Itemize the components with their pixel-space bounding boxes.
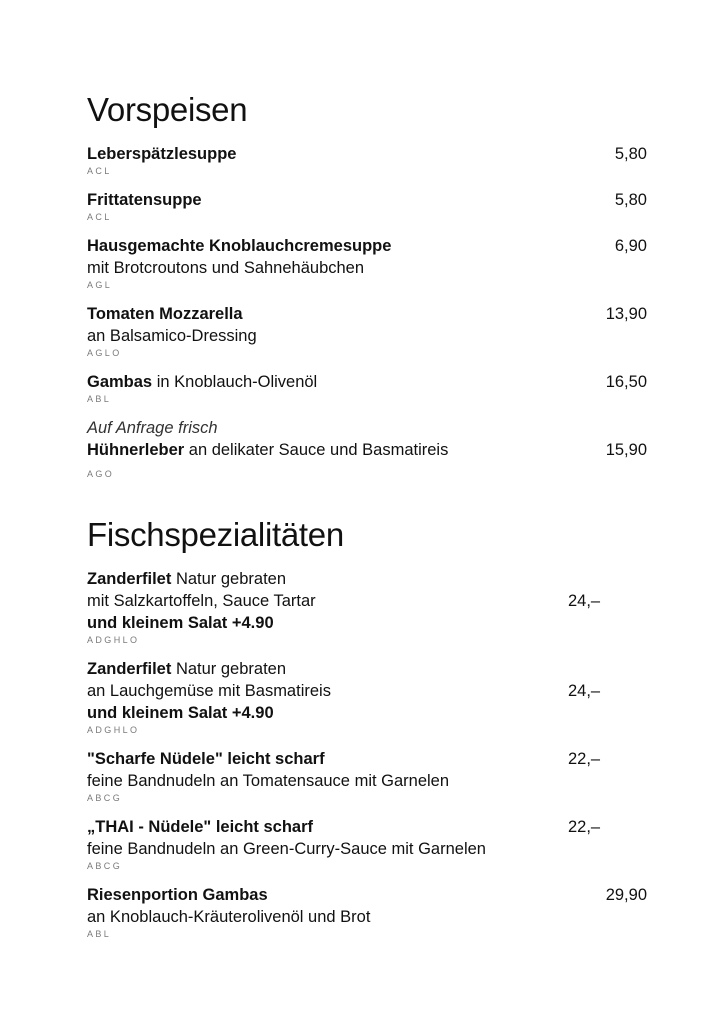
- menu-item-riesenportion-gambas: [87, 884, 647, 940]
- allergen-codes: ADGHLO: [87, 725, 140, 735]
- allergen-codes: ABL: [87, 929, 112, 939]
- price: 22,–: [568, 750, 601, 768]
- allergen-codes: ABL: [87, 394, 112, 404]
- dish-description: an Lauchgemüse mit Basmatireis: [87, 682, 331, 700]
- price: 24,–: [568, 592, 601, 610]
- dish-note: Auf Anfrage frisch: [87, 419, 218, 437]
- dish-name: Gambas: [87, 373, 153, 391]
- dish-description: mit Brotcroutons und Sahnehäubchen: [87, 259, 365, 277]
- dish-description: Natur gebraten: [171, 660, 287, 678]
- menu-item-zanderfilet-lauchgemuese: [87, 658, 647, 736]
- price: 13,90: [605, 305, 647, 323]
- side-salad-option: und kleinem Salat +4.90: [87, 614, 274, 632]
- menu-item-frittatensuppe: [87, 189, 647, 223]
- menu-item-gambas: [87, 371, 647, 405]
- dish-name: Hausgemachte Knoblauchcremesuppe: [87, 237, 392, 255]
- allergen-codes: AGL: [87, 280, 113, 290]
- dish-name: Leberspätzlesuppe: [87, 145, 237, 163]
- dish-description: an Knoblauch-Kräuterolivenöl und Brot: [87, 908, 371, 926]
- allergen-codes: ACL: [87, 166, 112, 176]
- section-title-vorspeisen: Vorspeisen: [87, 91, 248, 128]
- dish-description: feine Bandnudeln an Green-Curry-Sauce mit Garnelen: [87, 840, 486, 858]
- menu-item-scharfe-nuedele: [87, 748, 647, 804]
- price: 16,50: [605, 373, 647, 391]
- menu-item-huehnerleber: [87, 417, 647, 480]
- dish-description: mit Salzkartoffeln, Sauce Tartar: [87, 592, 316, 610]
- dish-description: an delikater Sauce und Basmatireis: [184, 441, 449, 459]
- dish-description: an Balsamico-Dressing: [87, 327, 257, 345]
- dish-name: Zanderfilet: [87, 570, 172, 588]
- price: 15,90: [605, 441, 647, 459]
- price: 29,90: [605, 886, 647, 904]
- price: 6,90: [614, 237, 647, 255]
- menu-item-zanderfilet-salzkartoffeln: [87, 568, 647, 646]
- allergen-codes: AGLO: [87, 348, 122, 358]
- section-title-fischspezialitaeten: Fischspezialitäten: [87, 516, 344, 553]
- menu-item-leberspaetzlesuppe: [87, 143, 647, 177]
- dish-name: „THAI - Nüdele" leicht scharf: [87, 818, 314, 836]
- allergen-codes: AGO: [87, 469, 115, 479]
- dish-name: Zanderfilet: [87, 660, 172, 678]
- dish-description: Natur gebraten: [171, 570, 287, 588]
- dish-name: Hühnerleber: [87, 441, 185, 459]
- dish-description: in Knoblauch-Olivenöl: [152, 373, 318, 391]
- price: 22,–: [568, 818, 601, 836]
- dish-name: Tomaten Mozzarella: [87, 305, 243, 323]
- menu-item-knoblauchcremesuppe: [87, 235, 647, 291]
- dish-name: Frittatensuppe: [87, 191, 202, 209]
- side-salad-option: und kleinem Salat +4.90: [87, 704, 274, 722]
- menu-item-tomaten-mozzarella: [87, 303, 647, 359]
- allergen-codes: ADGHLO: [87, 635, 140, 645]
- menu-item-thai-nuedele: [87, 816, 647, 872]
- dish-name: Riesenportion Gambas: [87, 886, 268, 904]
- dish-name: "Scharfe Nüdele" leicht scharf: [87, 750, 325, 768]
- price: 5,80: [614, 145, 647, 163]
- price: 24,–: [568, 682, 601, 700]
- allergen-codes: ACL: [87, 212, 112, 222]
- dish-description: feine Bandnudeln an Tomatensauce mit Garnelen: [87, 772, 450, 790]
- allergen-codes: ABCG: [87, 861, 123, 871]
- allergen-codes: ABCG: [87, 793, 123, 803]
- price: 5,80: [614, 191, 647, 209]
